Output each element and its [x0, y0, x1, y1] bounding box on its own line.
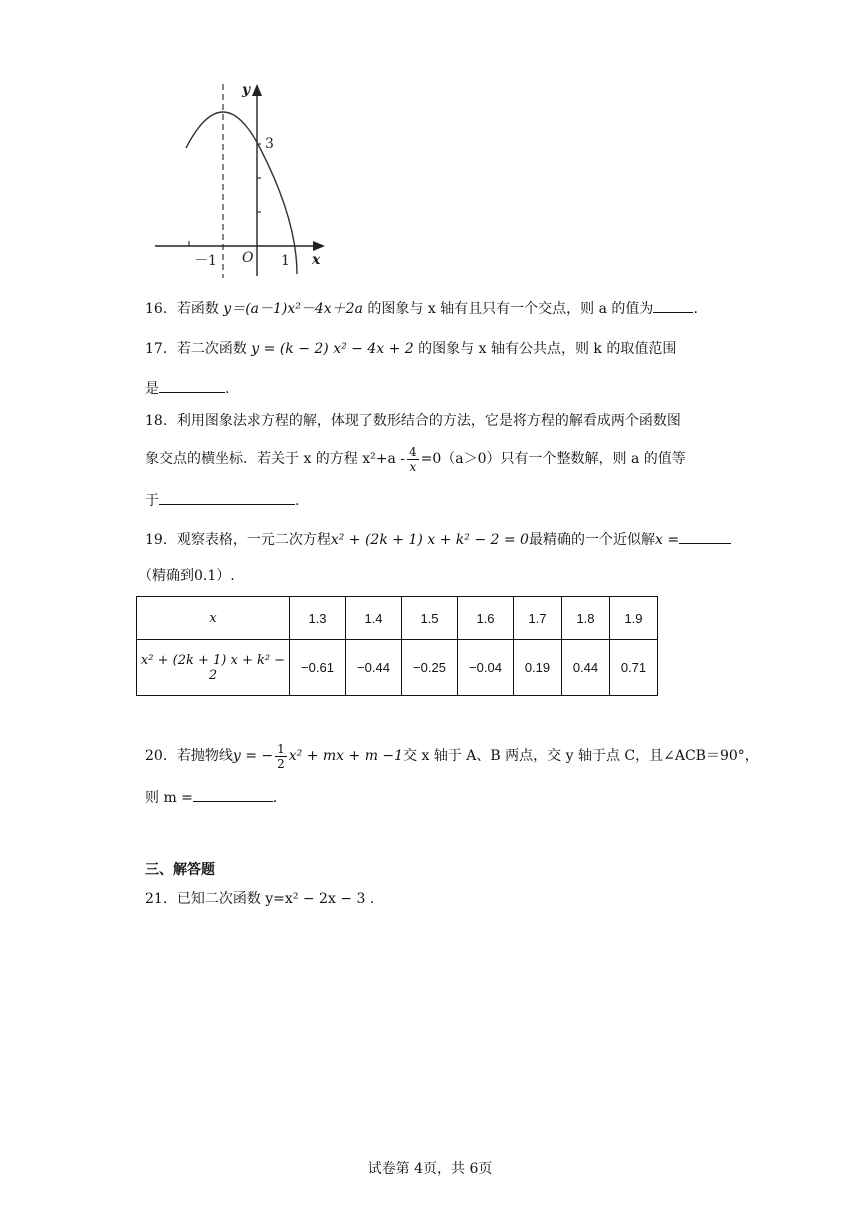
table-cell-x: 1.3 [290, 597, 346, 640]
table-header-x: x [137, 597, 290, 640]
table-cell-f: −0.25 [402, 640, 458, 696]
table-row-label: x² + (2k + 1) x + k² − 2 [137, 640, 290, 696]
q17-number: 17． [145, 341, 177, 357]
q17-text-a: 若二次函数 [176, 341, 252, 357]
q20-formula-b: x² + mx + m −1 [288, 748, 404, 764]
x-axis-label: x [312, 252, 321, 268]
q20-frac-num: 1 [277, 741, 285, 756]
table-cell-x: 1.8 [562, 597, 610, 640]
question-19-line-2 [138, 566, 235, 586]
q16-formula: y＝(a－1)x²－4x＋2a [223, 301, 363, 317]
q19-text-b: 最精确的一个近似解 [528, 532, 655, 548]
q17-line2-start: 是 [145, 381, 159, 397]
q19-number: 19． [145, 532, 177, 548]
q20-formula-a: y = − [232, 748, 274, 764]
q16-text-b: 的图象与 x 轴有且只有一个交点，则 a 的值为 [362, 301, 654, 317]
question-21 [145, 889, 374, 909]
q20-number: 20． [145, 748, 177, 764]
question-18-line-3 [145, 490, 299, 511]
q20-line2-start: 则 m = [145, 790, 193, 806]
question-20-line-2 [145, 787, 277, 808]
q18-answer-blank[interactable] [159, 490, 295, 505]
section-title: 三、解答题 [145, 861, 215, 877]
parabola-graph [150, 78, 340, 278]
question-16 [145, 298, 698, 319]
table-cell-f: −0.04 [458, 640, 514, 696]
q20-text-a: 若抛物线 [176, 748, 233, 764]
table-cell-x: 1.9 [610, 597, 658, 640]
q16-answer-blank[interactable] [653, 298, 693, 313]
q18-line1: 利用图象法求方程的解，体现了数形结合的方法，它是将方程的解看成两个函数图 [176, 413, 681, 429]
q20-fraction [275, 742, 287, 771]
q16-text-a: 若函数 [176, 301, 224, 317]
q18-line2-a: 象交点的横坐标．若关于 x 的方程 x²+a - [145, 451, 406, 467]
q18-frac-num: 4 [409, 444, 417, 459]
page-footer: 试卷第 4页，共 6页 [367, 1161, 493, 1177]
table-cell-x: 1.5 [402, 597, 458, 640]
q16-number: 16． [145, 301, 177, 317]
q19-line2: （精确到0.1）. [138, 568, 235, 584]
table-row-x [137, 597, 658, 640]
q17-answer-blank[interactable] [159, 378, 225, 393]
question-20 [145, 740, 759, 772]
q19-formula: x² + (2k + 1) x + k² − 2 = 0 [330, 532, 529, 548]
table-cell-f: 0.19 [514, 640, 562, 696]
question-17 [145, 339, 676, 359]
q20-frac-den: 2 [277, 756, 285, 771]
q18-fraction [407, 445, 419, 474]
origin-label: O [242, 250, 254, 266]
q19-text-a: 观察表格，一元二次方程 [176, 532, 331, 548]
q18-line2-b: =0（a＞0）只有一个整数解，则 a 的值等 [420, 451, 686, 467]
table-cell-f: −0.44 [346, 640, 402, 696]
q21-number: 21． [145, 891, 177, 907]
q20-answer-blank[interactable] [193, 787, 273, 802]
q21-text: 已知二次函数 y=x² − 2x − 3 . [176, 891, 375, 907]
table-cell-x: 1.4 [346, 597, 402, 640]
q20-text-b: 交 x 轴于 A、B 两点，交 y 轴于点 C，且∠ACB＝90°， [403, 748, 759, 764]
question-18-line-2 [145, 444, 686, 474]
table-cell-x: 1.7 [514, 597, 562, 640]
question-17-line-2 [145, 378, 229, 399]
q18-number: 18． [145, 413, 177, 429]
q17-end: . [225, 381, 230, 397]
table-cell-f: −0.61 [290, 640, 346, 696]
table-row-f [137, 640, 658, 696]
x-axis-arrow [313, 241, 325, 251]
table-cell-f: 0.71 [610, 640, 658, 696]
q19-answer-blank[interactable] [679, 529, 731, 544]
q20-end: . [272, 790, 278, 806]
table-cell-x: 1.6 [458, 597, 514, 640]
q16-end: . [693, 301, 698, 317]
q19-answer-prefix: x = [654, 532, 680, 548]
q17-formula: y = (k − 2) x² − 4x + 2 [251, 341, 414, 357]
q18-line3-start: 于 [145, 493, 159, 509]
tick-label-3: 3 [265, 136, 274, 152]
value-table [136, 596, 658, 696]
question-18 [145, 411, 681, 431]
q17-text-b: 的图象与 x 轴有公共点，则 k 的取值范围 [413, 341, 677, 357]
tick-label-minus-1: －1 [194, 253, 217, 269]
q18-frac-den: x [409, 459, 417, 474]
y-axis-label: y [242, 82, 251, 98]
y-axis-arrow [252, 84, 262, 96]
question-19 [145, 529, 731, 550]
q18-end: . [295, 493, 300, 509]
table-cell-f: 0.44 [562, 640, 610, 696]
tick-label-1: 1 [281, 253, 290, 269]
